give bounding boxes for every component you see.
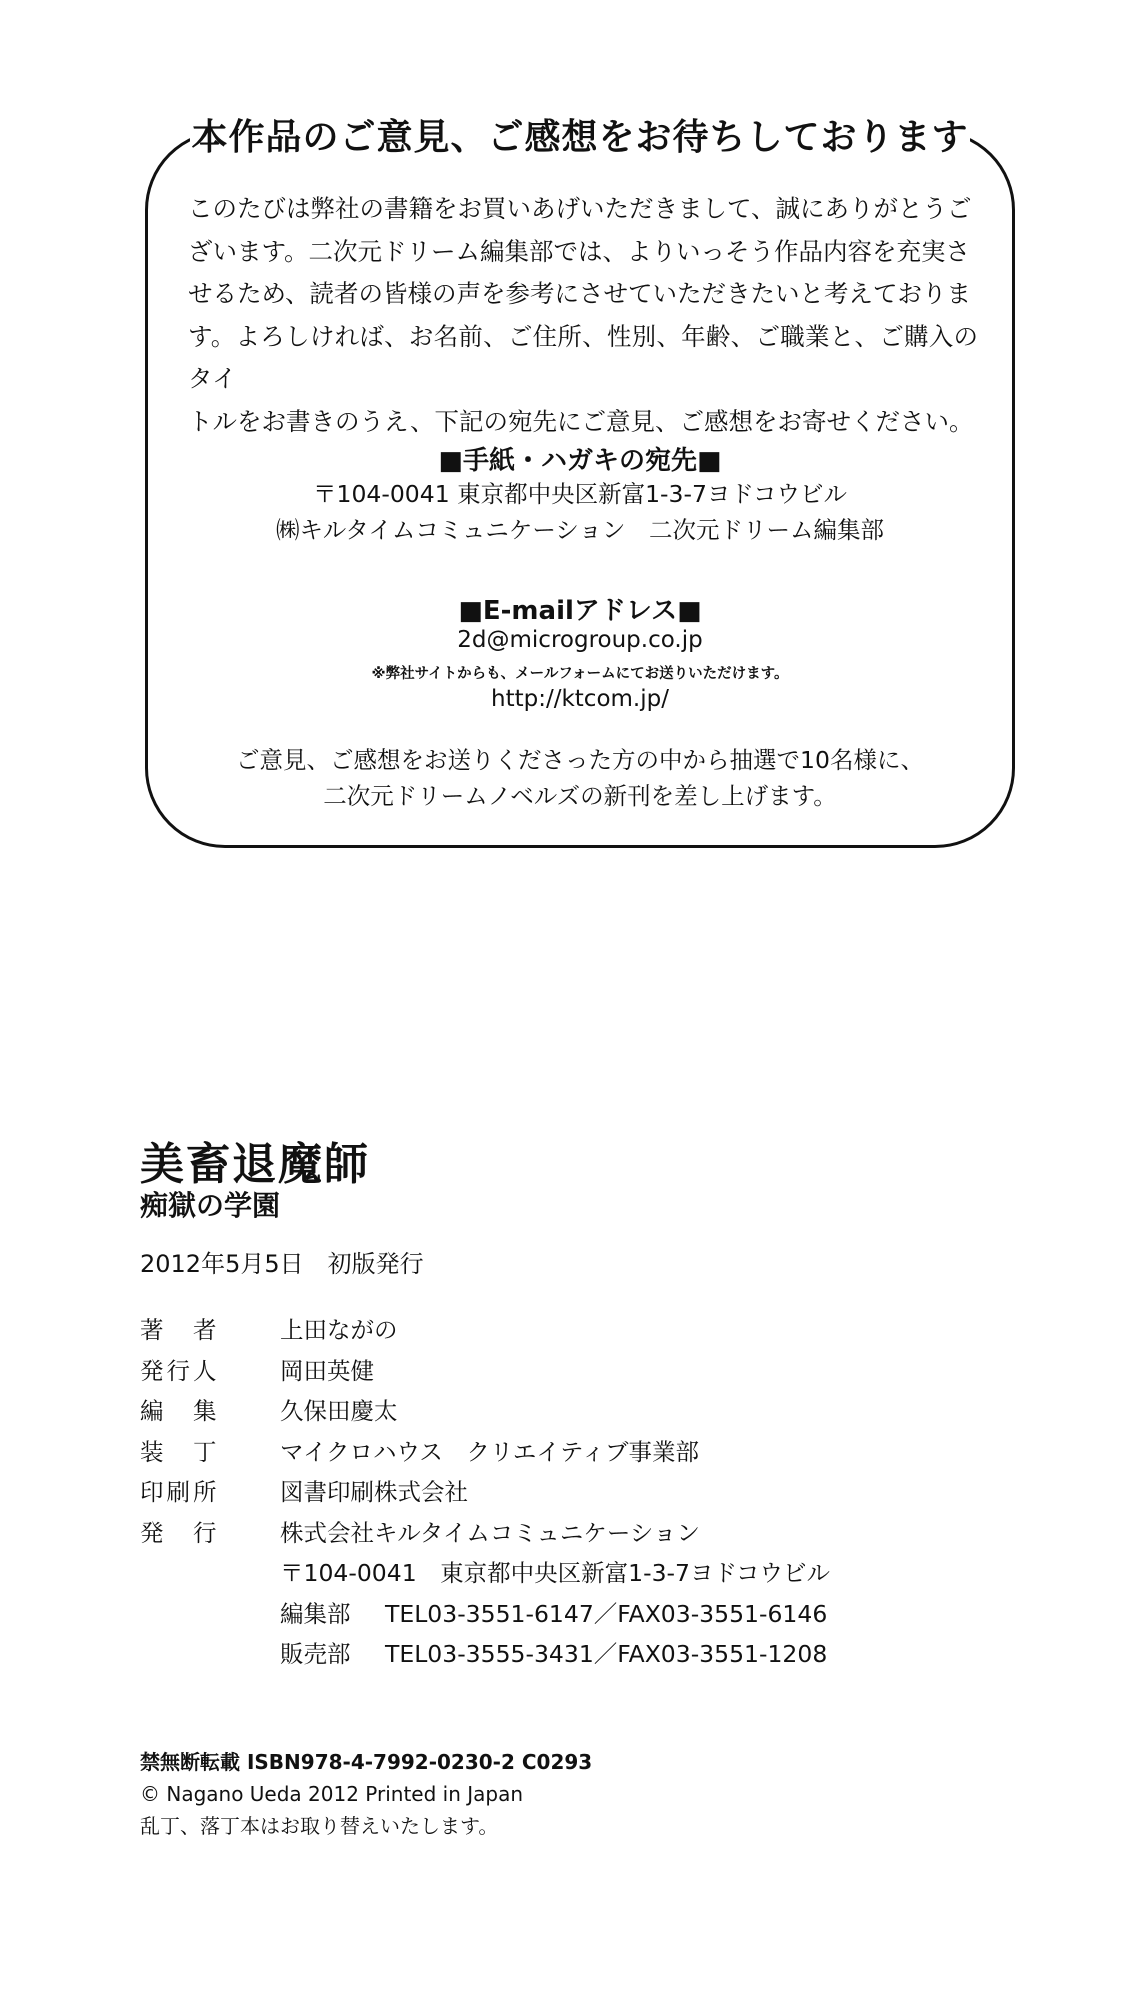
colophon	[140, 1308, 830, 1673]
colophon-value: 岡田英健	[280, 1356, 374, 1385]
isbn-line: 禁無断転載 ISBN978-4-7992-0230-2 C0293	[140, 1750, 593, 1774]
colophon-label: 印刷所	[140, 1478, 220, 1507]
defect-notice: 乱丁、落丁本はお取り替えいたします。	[140, 1814, 499, 1838]
mail-heading: ■手紙・ハガキの宛先■	[438, 446, 722, 476]
sales-dept-label: 販売部	[280, 1640, 351, 1669]
intro-line: トルをお書きのうえ、下記の宛先にご意見、ご感想をお寄せください。	[188, 406, 974, 436]
colophon-label: 編 集	[140, 1397, 220, 1426]
mail-recipient: ㈱キルタイムコミュニケーション 二次元ドリーム編集部	[276, 516, 884, 544]
prize-line: ご意見、ご感想をお送りくださった方の中から抽選で10名様に、	[236, 746, 924, 774]
email-address[interactable]: 2d@microgroup.co.jp	[457, 627, 703, 653]
book-subtitle: 痴獄の学園	[140, 1189, 281, 1222]
editorial-phone: TEL03-3551-6147／FAX03-3551-6146	[385, 1599, 828, 1628]
footer	[140, 1746, 592, 1842]
colophon-value: 株式会社キルタイムコミュニケーション	[280, 1518, 700, 1547]
email-heading: ■E-mailアドレス■	[458, 596, 702, 626]
colophon-value: マイクロハウス クリエイティブ事業部	[280, 1437, 700, 1466]
colophon-value: 久保田慶太	[280, 1397, 398, 1426]
colophon-row	[140, 1511, 830, 1552]
colophon-label: 発行人	[140, 1356, 220, 1385]
web-form-note: ※弊社サイトからも、メールフォームにてお送りいただけます。	[371, 666, 789, 682]
colophon-row	[140, 1349, 830, 1390]
colophon-label: 装 丁	[140, 1437, 220, 1466]
colophon-row	[140, 1389, 830, 1430]
colophon-value: 図書印刷株式会社	[280, 1478, 468, 1507]
book-title: 美畜退魔師	[140, 1139, 370, 1190]
publication-date: 2012年5月5日 初版発行	[140, 1250, 424, 1278]
colophon-row	[140, 1308, 830, 1349]
colophon-label: 著 者	[140, 1316, 220, 1345]
intro-line: せるため、読者の皆様の声を参考にさせていただきたいと考えておりま	[188, 279, 972, 308]
colophon-row	[140, 1592, 830, 1633]
website-link[interactable]: http://ktcom.jp/	[491, 686, 669, 712]
sales-phone: TEL03-3555-3431／FAX03-3551-1208	[385, 1640, 828, 1669]
colophon-row	[140, 1430, 830, 1471]
colophon-value: 上田ながの	[280, 1316, 398, 1345]
intro-paragraph	[188, 188, 978, 443]
publisher-postal-address: 〒104-0041 東京都中央区新富1-3-7ヨドコウビル	[280, 1559, 831, 1588]
colophon-row	[140, 1632, 830, 1673]
intro-line: す。よろしければ、お名前、ご住所、性別、年齢、ご職業と、ご購入のタイ	[188, 321, 978, 393]
prize-line: 二次元ドリームノベルズの新刊を差し上げます。	[323, 782, 837, 810]
mail-address: 〒104-0041 東京都中央区新富1-3-7ヨドコウビル	[313, 480, 847, 508]
intro-line: ざいます。二次元ドリーム編集部では、よりいっそう作品内容を充実さ	[188, 236, 971, 266]
message-box-title: 本作品のご意見、ご感想をお待ちしております	[190, 112, 970, 164]
colophon-label: 発 行	[140, 1518, 220, 1547]
copyright-line: © Nagano Ueda 2012 Printed in Japan	[140, 1782, 524, 1806]
colophon-row	[140, 1470, 830, 1511]
intro-line: このたびは弊社の書籍をお買いあげいただきまして、誠にありがとうご	[188, 194, 972, 223]
editorial-dept-label: 編集部	[280, 1599, 351, 1628]
colophon-row	[140, 1551, 830, 1592]
